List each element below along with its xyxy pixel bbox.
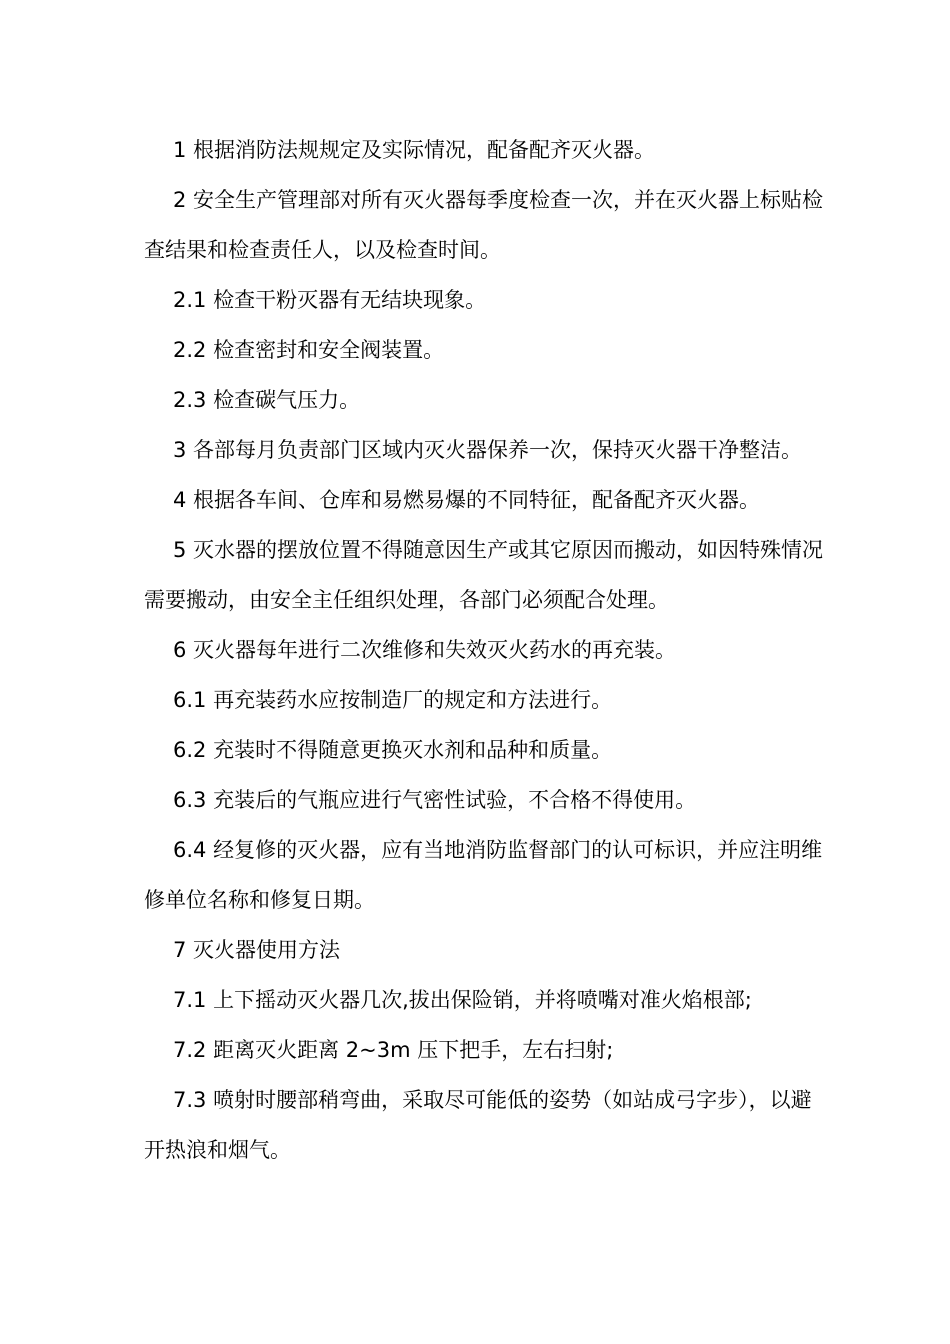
paragraph-2-3: 2.3 检查碳气压力。 <box>173 388 361 412</box>
paragraph-2-1: 2.1 检查干粉灭器有无结块现象。 <box>173 288 487 312</box>
paragraph-2: 2 安全生产管理部对所有灭火器每季度检查一次，并在灭火器上标贴检查结果和检查责任人，以及检查时间。 <box>144 188 824 262</box>
paragraph-6: 6 灭火器每年进行二次维修和失效灭火药水的再充装。 <box>173 638 677 662</box>
paragraph-7-1: 7.1 上下摇动灭火器几次,拔出保险销，并将喷嘴对准火焰根部; <box>173 988 752 1012</box>
paragraph-6-4: 6.4 经复修的灭火器，应有当地消防监督部门的认可标识，并应注明维修单位名称和修复日期。 <box>144 838 823 912</box>
paragraph-4: 4 根据各车间、仓库和易燃易爆的不同特征，配备配齐灭火器。 <box>173 488 761 512</box>
paragraph-6-1: 6.1 再充装药水应按制造厂的规定和方法进行。 <box>173 688 613 712</box>
paragraph-3: 3 各部每月负责部门区域内灭火器保养一次，保持灭火器干净整洁。 <box>173 438 803 462</box>
paragraph-7-3: 7.3 喷射时腰部稍弯曲，采取尽可能低的姿势（如站成弓字步），以避开热浪和烟气。 <box>144 1088 812 1162</box>
paragraph-5: 5 灭水器的摆放位置不得随意因生产或其它原因而搬动，如因特殊情况需要搬动，由安全主任组织处理，各部门必须配合处理。 <box>144 538 824 612</box>
paragraph-7: 7 灭火器使用方法 <box>173 938 341 962</box>
paragraph-6-2: 6.2 充装时不得随意更换灭水剂和品种和质量。 <box>173 738 613 762</box>
paragraph-7-2: 7.2 距离灭火距离 2~3m 压下把手，左右扫射; <box>173 1038 614 1062</box>
paragraph-2-2: 2.2 检查密封和安全阀装置。 <box>173 338 445 362</box>
document-body <box>144 125 824 1175</box>
paragraph-1: 1 根据消防法规规定及实际情况，配备配齐灭火器。 <box>173 138 656 162</box>
paragraph-6-3: 6.3 充装后的气瓶应进行气密性试验，不合格不得使用。 <box>173 788 697 812</box>
